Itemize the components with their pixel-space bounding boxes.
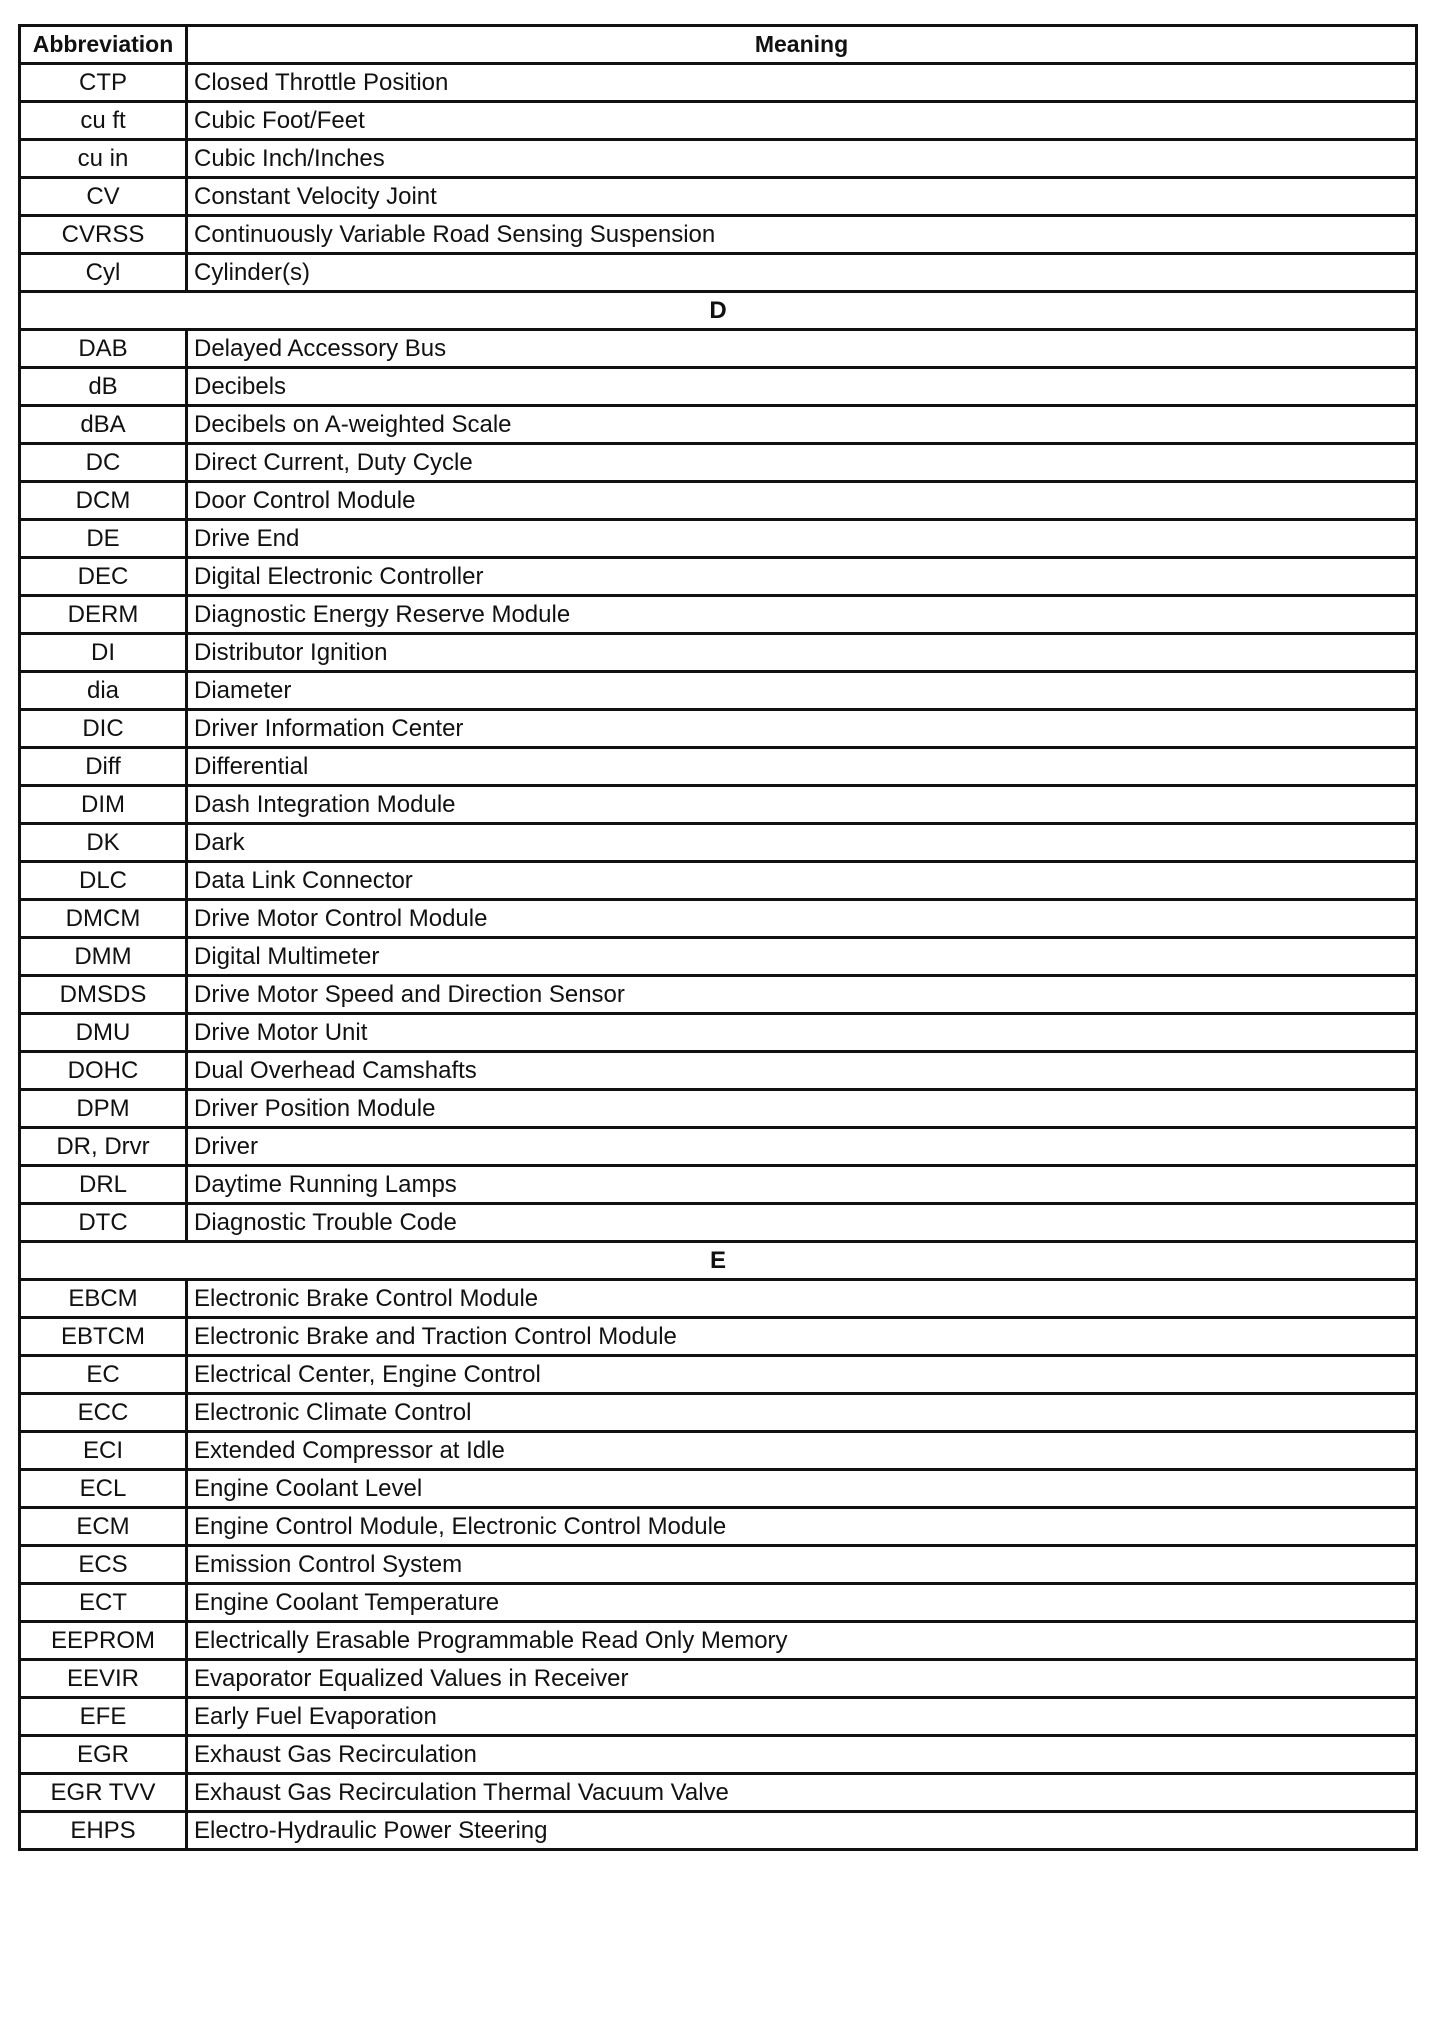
meaning-cell: Early Fuel Evaporation [187, 1698, 1417, 1736]
abbreviation-cell: ECS [20, 1546, 187, 1584]
abbreviation-cell: Cyl [20, 254, 187, 292]
table-row [20, 900, 1417, 938]
abbreviation-cell: dB [20, 368, 187, 406]
meaning-cell: Continuously Variable Road Sensing Suspension [187, 216, 1417, 254]
meaning-cell: Diagnostic Energy Reserve Module [187, 596, 1417, 634]
table-row [20, 862, 1417, 900]
abbreviation-cell: EEVIR [20, 1660, 187, 1698]
abbreviation-cell: CVRSS [20, 216, 187, 254]
abbreviation-cell: DC [20, 444, 187, 482]
table-row [20, 330, 1417, 368]
table-row [20, 1394, 1417, 1432]
abbreviation-cell: ECI [20, 1432, 187, 1470]
table-row [20, 1774, 1417, 1812]
meaning-cell: Drive Motor Unit [187, 1014, 1417, 1052]
meaning-cell: Electronic Climate Control [187, 1394, 1417, 1432]
abbreviation-cell: CTP [20, 64, 187, 102]
abbreviation-cell: DLC [20, 862, 187, 900]
table-row [20, 634, 1417, 672]
table-row [20, 64, 1417, 102]
meaning-cell: Drive Motor Speed and Direction Sensor [187, 976, 1417, 1014]
abbreviation-cell: DR, Drvr [20, 1128, 187, 1166]
abbreviation-cell: cu ft [20, 102, 187, 140]
table-row [20, 1052, 1417, 1090]
table-row [20, 1014, 1417, 1052]
meaning-cell: Decibels on A-weighted Scale [187, 406, 1417, 444]
abbreviation-table [18, 24, 1418, 1851]
abbreviation-cell: dia [20, 672, 187, 710]
abbreviation-cell: ECL [20, 1470, 187, 1508]
table-row [20, 1128, 1417, 1166]
abbreviation-cell: EBTCM [20, 1318, 187, 1356]
table-row [20, 1584, 1417, 1622]
table-row [20, 216, 1417, 254]
meaning-cell: Cylinder(s) [187, 254, 1417, 292]
abbreviation-cell: EGR [20, 1736, 187, 1774]
abbreviation-cell: DK [20, 824, 187, 862]
meaning-cell: Dark [187, 824, 1417, 862]
meaning-cell: Dash Integration Module [187, 786, 1417, 824]
meaning-cell: Delayed Accessory Bus [187, 330, 1417, 368]
table-row [20, 1622, 1417, 1660]
table-row [20, 520, 1417, 558]
abbreviation-cell: ECT [20, 1584, 187, 1622]
abbreviation-cell: DCM [20, 482, 187, 520]
meaning-cell: Digital Electronic Controller [187, 558, 1417, 596]
table-row [20, 1698, 1417, 1736]
table-row [20, 1204, 1417, 1242]
meaning-cell: Data Link Connector [187, 862, 1417, 900]
abbreviation-cell: CV [20, 178, 187, 216]
meaning-cell: Engine Control Module, Electronic Control Module [187, 1508, 1417, 1546]
abbreviation-cell: DRL [20, 1166, 187, 1204]
table-row [20, 938, 1417, 976]
table-row [20, 596, 1417, 634]
abbreviation-cell: EEPROM [20, 1622, 187, 1660]
table-row [20, 406, 1417, 444]
header-meaning: Meaning [187, 26, 1417, 64]
meaning-cell: Exhaust Gas Recirculation Thermal Vacuum Valve [187, 1774, 1417, 1812]
abbreviation-cell: ECM [20, 1508, 187, 1546]
abbreviation-cell: DIM [20, 786, 187, 824]
meaning-cell: Emission Control System [187, 1546, 1417, 1584]
table-row [20, 710, 1417, 748]
table-row [20, 102, 1417, 140]
table-row [20, 482, 1417, 520]
table-row [20, 1812, 1417, 1850]
abbreviation-cell: DTC [20, 1204, 187, 1242]
meaning-cell: Electrical Center, Engine Control [187, 1356, 1417, 1394]
meaning-cell: Daytime Running Lamps [187, 1166, 1417, 1204]
table-row [20, 1432, 1417, 1470]
abbreviation-cell: EGR TVV [20, 1774, 187, 1812]
meaning-cell: Engine Coolant Level [187, 1470, 1417, 1508]
meaning-cell: Exhaust Gas Recirculation [187, 1736, 1417, 1774]
meaning-cell: Direct Current, Duty Cycle [187, 444, 1417, 482]
abbreviation-cell: DERM [20, 596, 187, 634]
table-row [20, 368, 1417, 406]
abbreviation-cell: Diff [20, 748, 187, 786]
meaning-cell: Constant Velocity Joint [187, 178, 1417, 216]
meaning-cell: Diameter [187, 672, 1417, 710]
abbreviation-cell: DMSDS [20, 976, 187, 1014]
table-row [20, 748, 1417, 786]
abbreviation-cell: DMM [20, 938, 187, 976]
meaning-cell: Driver Position Module [187, 1090, 1417, 1128]
abbreviation-cell: DMCM [20, 900, 187, 938]
section-heading: E [20, 1242, 1417, 1280]
table-row [20, 558, 1417, 596]
meaning-cell: Dual Overhead Camshafts [187, 1052, 1417, 1090]
abbreviation-cell: EFE [20, 1698, 187, 1736]
meaning-cell: Electrically Erasable Programmable Read Only Memory [187, 1622, 1417, 1660]
table-row [20, 1318, 1417, 1356]
abbreviation-cell: dBA [20, 406, 187, 444]
abbreviation-cell: EBCM [20, 1280, 187, 1318]
abbreviation-cell: DIC [20, 710, 187, 748]
table-row [20, 1470, 1417, 1508]
table-row [20, 1166, 1417, 1204]
abbreviation-cell: DMU [20, 1014, 187, 1052]
meaning-cell: Engine Coolant Temperature [187, 1584, 1417, 1622]
meaning-cell: Extended Compressor at Idle [187, 1432, 1417, 1470]
header-abbreviation: Abbreviation [20, 26, 187, 64]
meaning-cell: Drive End [187, 520, 1417, 558]
table-row [20, 1090, 1417, 1128]
abbreviation-cell: DAB [20, 330, 187, 368]
table-row [20, 976, 1417, 1014]
abbreviation-cell: DE [20, 520, 187, 558]
table-row [20, 1736, 1417, 1774]
meaning-cell: Driver [187, 1128, 1417, 1166]
table-row [20, 254, 1417, 292]
meaning-cell: Electro-Hydraulic Power Steering [187, 1812, 1417, 1850]
table-row [20, 1280, 1417, 1318]
table-row [20, 1508, 1417, 1546]
table-row [20, 1546, 1417, 1584]
table-row [20, 824, 1417, 862]
meaning-cell: Diagnostic Trouble Code [187, 1204, 1417, 1242]
meaning-cell: Door Control Module [187, 482, 1417, 520]
table-row [20, 786, 1417, 824]
abbreviation-cell: DEC [20, 558, 187, 596]
meaning-cell: Digital Multimeter [187, 938, 1417, 976]
abbreviation-cell: EC [20, 1356, 187, 1394]
meaning-cell: Cubic Foot/Feet [187, 102, 1417, 140]
table-row [20, 1356, 1417, 1394]
table-header-row [20, 26, 1417, 64]
meaning-cell: Electronic Brake and Traction Control Module [187, 1318, 1417, 1356]
abbreviation-cell: DOHC [20, 1052, 187, 1090]
table-row [20, 1660, 1417, 1698]
section-row [20, 1242, 1417, 1280]
meaning-cell: Drive Motor Control Module [187, 900, 1417, 938]
meaning-cell: Electronic Brake Control Module [187, 1280, 1417, 1318]
abbreviation-cell: DPM [20, 1090, 187, 1128]
table-row [20, 140, 1417, 178]
abbreviation-cell: EHPS [20, 1812, 187, 1850]
abbreviation-cell: cu in [20, 140, 187, 178]
table-body [20, 64, 1417, 1850]
meaning-cell: Distributor Ignition [187, 634, 1417, 672]
meaning-cell: Closed Throttle Position [187, 64, 1417, 102]
meaning-cell: Evaporator Equalized Values in Receiver [187, 1660, 1417, 1698]
meaning-cell: Cubic Inch/Inches [187, 140, 1417, 178]
table-row [20, 178, 1417, 216]
meaning-cell: Differential [187, 748, 1417, 786]
table-row [20, 444, 1417, 482]
table-row [20, 672, 1417, 710]
abbreviation-cell: DI [20, 634, 187, 672]
meaning-cell: Driver Information Center [187, 710, 1417, 748]
section-row [20, 292, 1417, 330]
meaning-cell: Decibels [187, 368, 1417, 406]
abbreviation-cell: ECC [20, 1394, 187, 1432]
section-heading: D [20, 292, 1417, 330]
